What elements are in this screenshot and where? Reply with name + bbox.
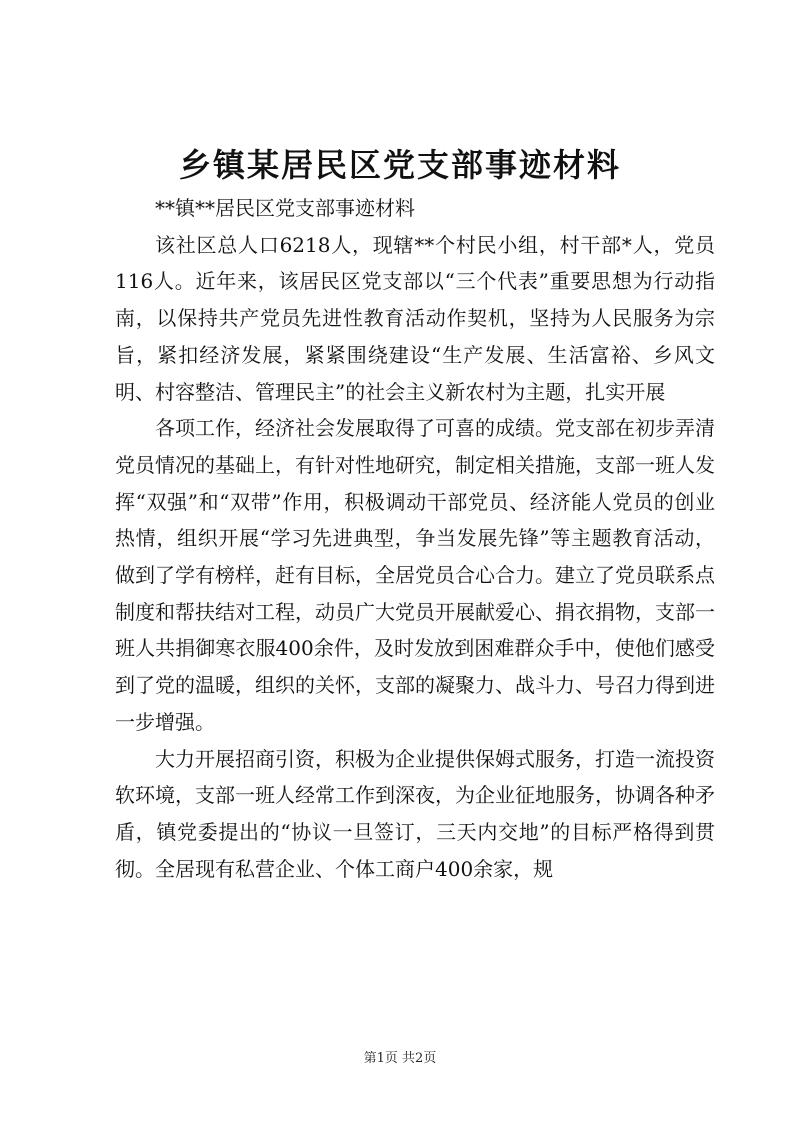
page-footer: 第1页 共2页: [363, 1051, 437, 1066]
document-body: [115, 190, 715, 887]
body-paragraph: 各项工作，经济社会发展取得了可喜的成绩。党支部在初步弄清党员情况的基础上，有针对性地研究，制定相关措施，支部一班人发挥“双强”和“双带”作用，积极调动干部党员、经济能人党员的创业热情，组织开展“学习先进典型，争当发展先锋”等主题教育活动，做到了学有榜样，赶有目标，全居党员合心合力。建立了党员联系点制度和帮扶结对工程，动员广大党员开展献爱心、捐衣捐物，支部一班人共捐御寒衣服400余件，及时发放到困难群众手中，使他们感受到了党的温暖，组织的关怀，支部的凝聚力、战斗力、号召力得到进一步增强。: [115, 416, 715, 734]
document-title: 乡镇某居民区党支部事迹材料: [178, 146, 621, 184]
body-paragraph: 大力开展招商引资，积极为企业提供保姆式服务，打造一流投资软环境，支部一班人经常工作到深夜，为企业征地服务，协调各种矛盾，镇党委提出的“协议一旦签订，三天内交地”的目标严格得到贯彻。全居现有私营企业、个体工商户400余家，规: [115, 746, 715, 881]
body-paragraph: 该社区总人口6218人，现辖**个村民小组，村干部*人，党员116人。近年来，该居民区党支部以“三个代表”重要思想为行动指南，以保持共产党员先进性教育活动作契机，坚持为人民服务为宗旨，紧扣经济发展，紧紧围绕建设“生产发展、生活富裕、乡风文明、村容整洁、管理民主”的社会主义新农村为主题，扎实开展: [115, 232, 715, 404]
body-paragraph: **镇**居民区党支部事迹材料: [155, 196, 415, 220]
